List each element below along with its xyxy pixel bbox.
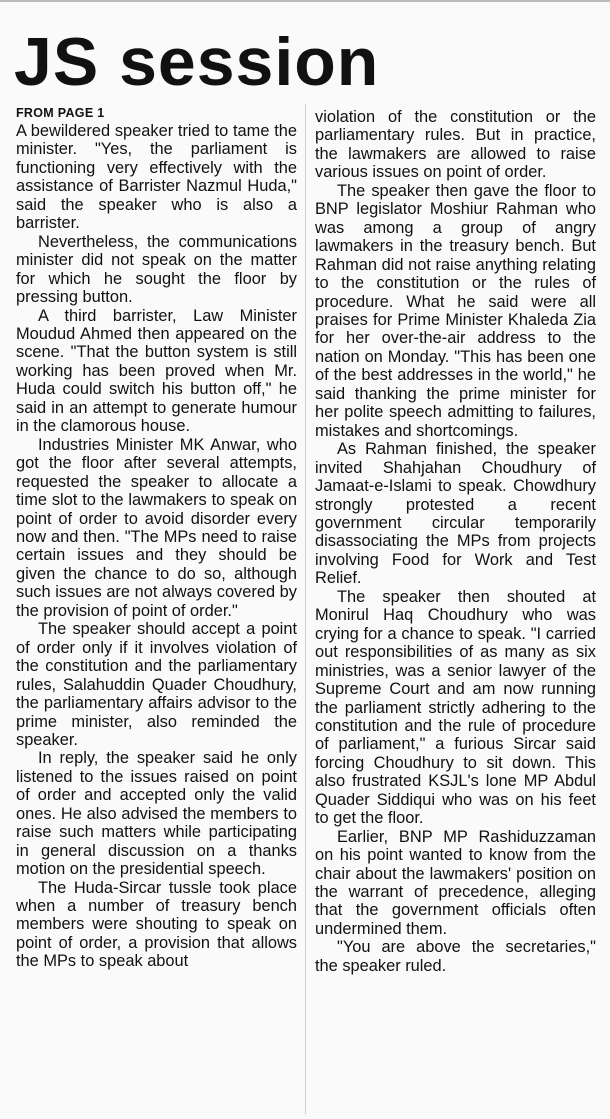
top-rule bbox=[0, 0, 610, 2]
paragraph: The speaker should accept a point of order only if it involves violation of the constitution and the parliamentary rules, Salahuddin Quader Choudhury, the parliamentary affairs advisor to the prime minister, also reminded the speaker. bbox=[16, 620, 297, 749]
jump-label: FROM PAGE 1 bbox=[16, 106, 105, 120]
paragraph: Nevertheless, the communications minister did not speak on the matter for which he sought the floor by pressing button. bbox=[16, 232, 297, 307]
paragraph: The speaker then gave the floor to BNP legislator Moshiur Rahman who was among a group of angry lawmakers in the treasury bench. But Rahman did not raise anything relating to the constitution or the rules of procedure. What he said were all praises for Prime Minister Khaleda Zia for her over-the-air address to the nation on Monday. "This has been one of the best addresses in the world," he said thanking the prime minister for her polite speech admitting to failures, mistakes and shortcomings. bbox=[315, 181, 596, 440]
column-divider bbox=[305, 104, 306, 1114]
paragraph: The Huda-Sircar tussle took place when a number of treasury bench members were shouting to speak on point of order, a provision that allows the MPs to speak about bbox=[16, 878, 297, 971]
paragraph: Earlier, BNP MP Rashiduzzaman on his point wanted to know from the chair about the lawmakers' position on the warrant of precedence, alleging that the government officials often undermined them. bbox=[315, 827, 596, 938]
paragraph: In reply, the speaker said he only listened to the issues raised on point of order and accepted only the valid ones. He also advised the members to raise such matters while participating in general discussion on a thanks motion on the presidential speech. bbox=[16, 749, 297, 879]
paragraph: The speaker then shouted at Monirul Haq Choudhury who was crying for a chance to speak. "I carried out responsibilities of as many as six ministries, was a senior lawyer of the Supreme Court and am now running the parliament strictly adhering to the constitution and the rule of procedure of parliament," a furious Sircar said forcing Choudhury to sit down. This also frustrated KSJL's lone MP Abdul Quader Siddiqui who was on his feet to get the floor. bbox=[315, 587, 596, 828]
article-column-right bbox=[315, 108, 596, 975]
paragraph: A third barrister, Law Minister Moudud Ahmed then appeared on the scene. "That the button system is still working has been proved when Mr. Huda could switch his button off," he said in an attempt to generate humour in the clamorous house. bbox=[16, 306, 297, 436]
paragraph: Industries Minister MK Anwar, who got the floor after several attempts, requested the speaker to allocate a time slot to the lawmakers to speak on point of order to avoid disorder every now and then. "The MPs need to raise certain issues and they should be given the chance to do so, although such issues are not always covered by the provision of point of order." bbox=[16, 435, 297, 620]
article-column-left bbox=[16, 104, 297, 971]
headline: JS session bbox=[14, 24, 380, 100]
paragraph: A bewildered speaker tried to tame the minister. "Yes, the parliament is functioning very effectively with the assistance of Barrister Nazmul Huda," said the speaker who is also a barrister. bbox=[16, 122, 297, 233]
paragraph: As Rahman finished, the speaker invited Shahjahan Choudhury of Jamaat-e-Islami to speak. Chowdhury strongly protested a recent government circular temporarily disassociating the MPs from projects involving Food for Work and Test Relief. bbox=[315, 440, 596, 588]
paragraph: violation of the constitution or the parliamentary rules. But in practice, the lawmakers are allowed to raise various issues on point of order. bbox=[315, 108, 596, 182]
paragraph: "You are above the secretaries," the speaker ruled. bbox=[315, 938, 596, 975]
